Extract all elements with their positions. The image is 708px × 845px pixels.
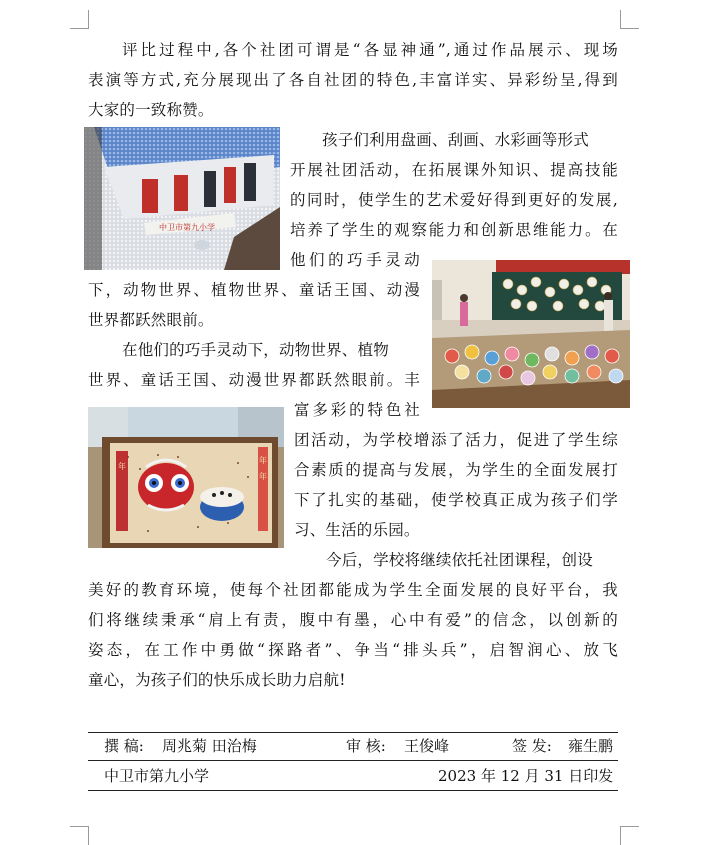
footer-rule-bottom: [88, 790, 618, 791]
footer-date: 2023 年 12 月 31 日印发: [438, 767, 614, 785]
text-line: 在他们的巧手灵动下，动物世界、植物: [122, 341, 389, 359]
text-line: 们将继续秉承“肩上有责，腹中有墨，心中有爱”的信念，以创新的: [88, 611, 618, 629]
photo-grain-art-dragon: [88, 407, 284, 548]
footer-reviewer: 王俊峰: [404, 737, 450, 755]
text-line: 团活动，为学校增添了活力，促进了学生综: [294, 431, 618, 449]
text-line: 他们的巧手灵动: [290, 251, 420, 269]
text-line: 美好的教育环境，使每个社团都能成为学生全面发展的良好平台，我: [88, 581, 618, 599]
text-line: 下了扎实的基础，使学校真正成为孩子们学: [294, 491, 618, 509]
corner-mark-top-right: [620, 10, 639, 29]
text-line: 世界都跃然眼前。: [88, 311, 214, 329]
footer-issuer: 雍生鹏: [568, 737, 614, 755]
footer-review-label: 审 核:: [346, 737, 386, 755]
footer-authors: 周兆菊 田治梅: [162, 737, 257, 755]
text-line: 评比过程中,各个社团可谓是“各显神通”,通过作品展示、现场: [122, 41, 618, 59]
svg-text:年: 年: [259, 456, 267, 465]
text-line: 习、生活的乐园。: [294, 521, 420, 539]
footer-rule-middle: [88, 760, 618, 761]
text-line: 世界、童话王国、动漫世界都跃然眼前。丰: [88, 371, 420, 389]
text-line: 表演等方式,充分展现出了各自社团的特色,丰富详实、异彩纷呈,得到: [88, 71, 618, 89]
text-line: 童心，为孩子们的快乐成长助力启航!: [88, 671, 346, 689]
text-line: 姿态，在工作中勇做“探路者”、争当“排头兵”，启智润心、放飞: [88, 641, 618, 659]
text-line: 的同时，使学生的艺术爱好得到更好的发展,: [290, 191, 618, 209]
text-line: 孩子们利用盘画、刮画、水彩画等形式: [322, 131, 589, 149]
text-line: 富多彩的特色社: [294, 401, 420, 419]
text-line: 大家的一致称赞。: [88, 101, 214, 119]
footer-author-label: 撰 稿:: [104, 737, 144, 755]
footer-rule-top: [88, 732, 618, 733]
svg-text:中卫市第九小学: 中卫市第九小学: [159, 223, 215, 232]
text-line: 开展社团活动，在拓展课外知识、提高技能: [290, 161, 618, 179]
footer-school: 中卫市第九小学: [104, 767, 210, 785]
svg-text:年: 年: [259, 472, 267, 481]
corner-mark-top-left: [70, 10, 89, 29]
svg-text:年: 年: [118, 462, 126, 471]
text-line: 合素质的提高与发展，为学生的全面发展打: [294, 461, 618, 479]
text-line: 下，动物世界、植物世界、童话王国、动漫: [88, 281, 420, 299]
photo-mosaic-artwork: [84, 127, 280, 270]
text-line: 今后，学校将继续依托社团课程，创设: [326, 551, 593, 569]
corner-mark-bottom-right: [620, 826, 639, 845]
corner-mark-bottom-left: [70, 826, 89, 845]
footer-issue-label: 签 发:: [512, 737, 552, 755]
photo-plate-painting-exhibition: [432, 260, 630, 408]
text-line: 培养了学生的观察能力和创新思维能力。在: [290, 221, 618, 239]
